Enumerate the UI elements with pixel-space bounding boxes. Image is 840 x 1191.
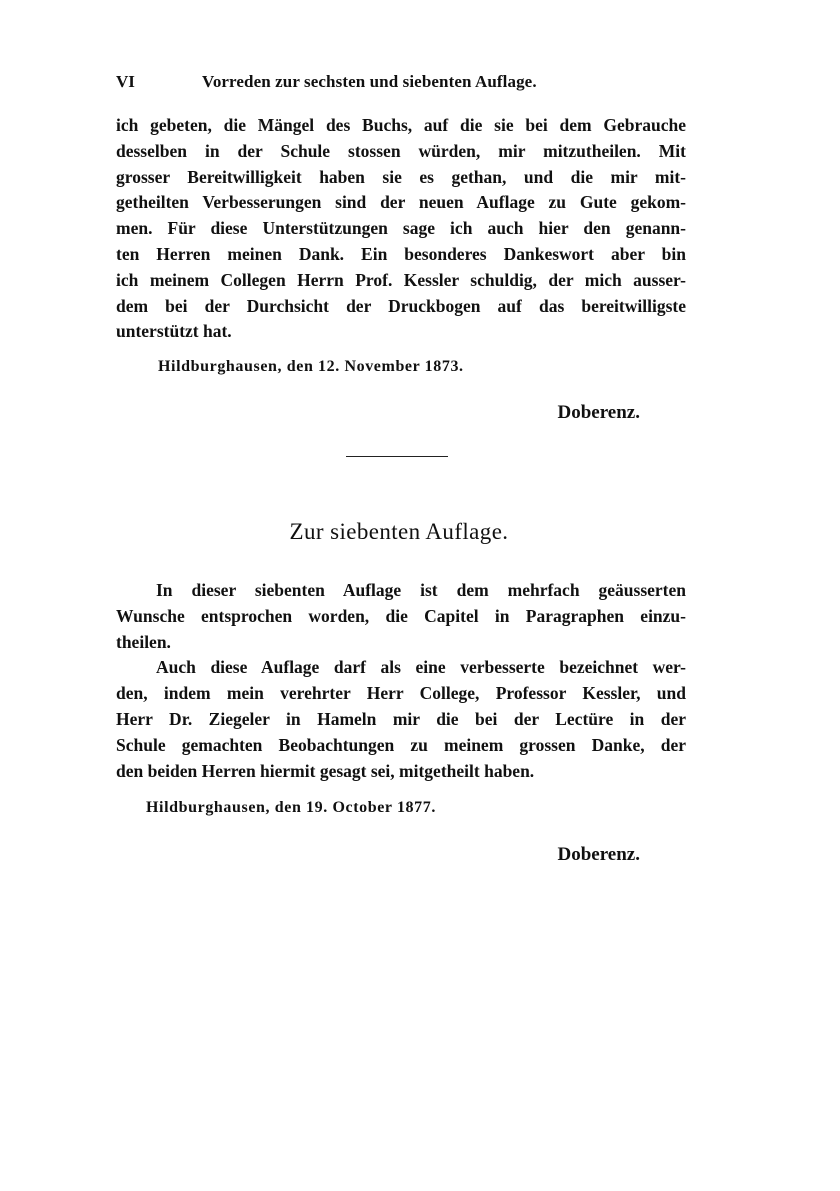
- text-line: getheilten Verbesserungen sind der neuen Auflage zu Gute gekom-: [116, 192, 686, 213]
- text-line: Wunsche entsprochen worden, die Capitel in Paragraphen einzu-: [116, 605, 686, 626]
- text-line: theilen.: [116, 631, 171, 652]
- text-line: den, indem mein verehrter Herr College, Professor Kessler, und: [116, 683, 686, 704]
- section-divider: [346, 456, 448, 457]
- preface-sixth-text: [116, 113, 686, 345]
- page-header: [116, 72, 686, 98]
- text-line: Schule gemachten Beobachtungen zu meinem grossen Danke, der: [116, 734, 686, 755]
- text-line: desselben in der Schule stossen würden, mir mitzutheilen. Mit: [116, 140, 686, 161]
- dateline-1877: Hildburghausen, den 19. October 1877.: [146, 799, 436, 816]
- text-line: Herr Dr. Ziegeler in Hameln mir die bei der Lectüre in der: [116, 708, 686, 729]
- text-line: ich gebeten, die Mängel des Buchs, auf die sie bei dem Gebrauche: [116, 115, 686, 135]
- text-line: dem bei der Durchsicht der Druckbogen auf das bereitwilligste: [116, 295, 686, 316]
- text-line: unterstützt hat.: [116, 321, 232, 342]
- text-line: ten Herren meinen Dank. Ein besonderes Dankeswort aber bin: [116, 243, 686, 264]
- page-number: VI: [116, 72, 135, 91]
- text-line: ich meinem Collegen Herrn Prof. Kessler schuldig, der mich ausser-: [116, 269, 686, 290]
- preface-seventh-text: [116, 578, 686, 784]
- text-line: In dieser siebenten Auflage ist dem mehrfach geäusserten: [156, 580, 686, 600]
- dateline-1873: Hildburghausen, den 12. November 1873.: [158, 358, 464, 375]
- section-heading-seventh-edition: Zur siebenten Auflage.: [289, 519, 509, 544]
- running-title: Vorreden zur sechsten und siebenten Auflage.: [202, 72, 537, 91]
- text-line: Auch diese Auflage darf als eine verbesserte bezeichnet wer-: [156, 657, 686, 678]
- signature-1877: Doberenz.: [557, 844, 640, 865]
- text-line: grosser Bereitwilligkeit haben sie es gethan, und die mir mit-: [116, 166, 686, 187]
- signature-1873: Doberenz.: [557, 402, 640, 423]
- text-line: den beiden Herren hiermit gesagt sei, mitgetheilt haben.: [116, 760, 535, 781]
- text-line: men. Für diese Unterstützungen sage ich auch hier den genann-: [116, 218, 686, 239]
